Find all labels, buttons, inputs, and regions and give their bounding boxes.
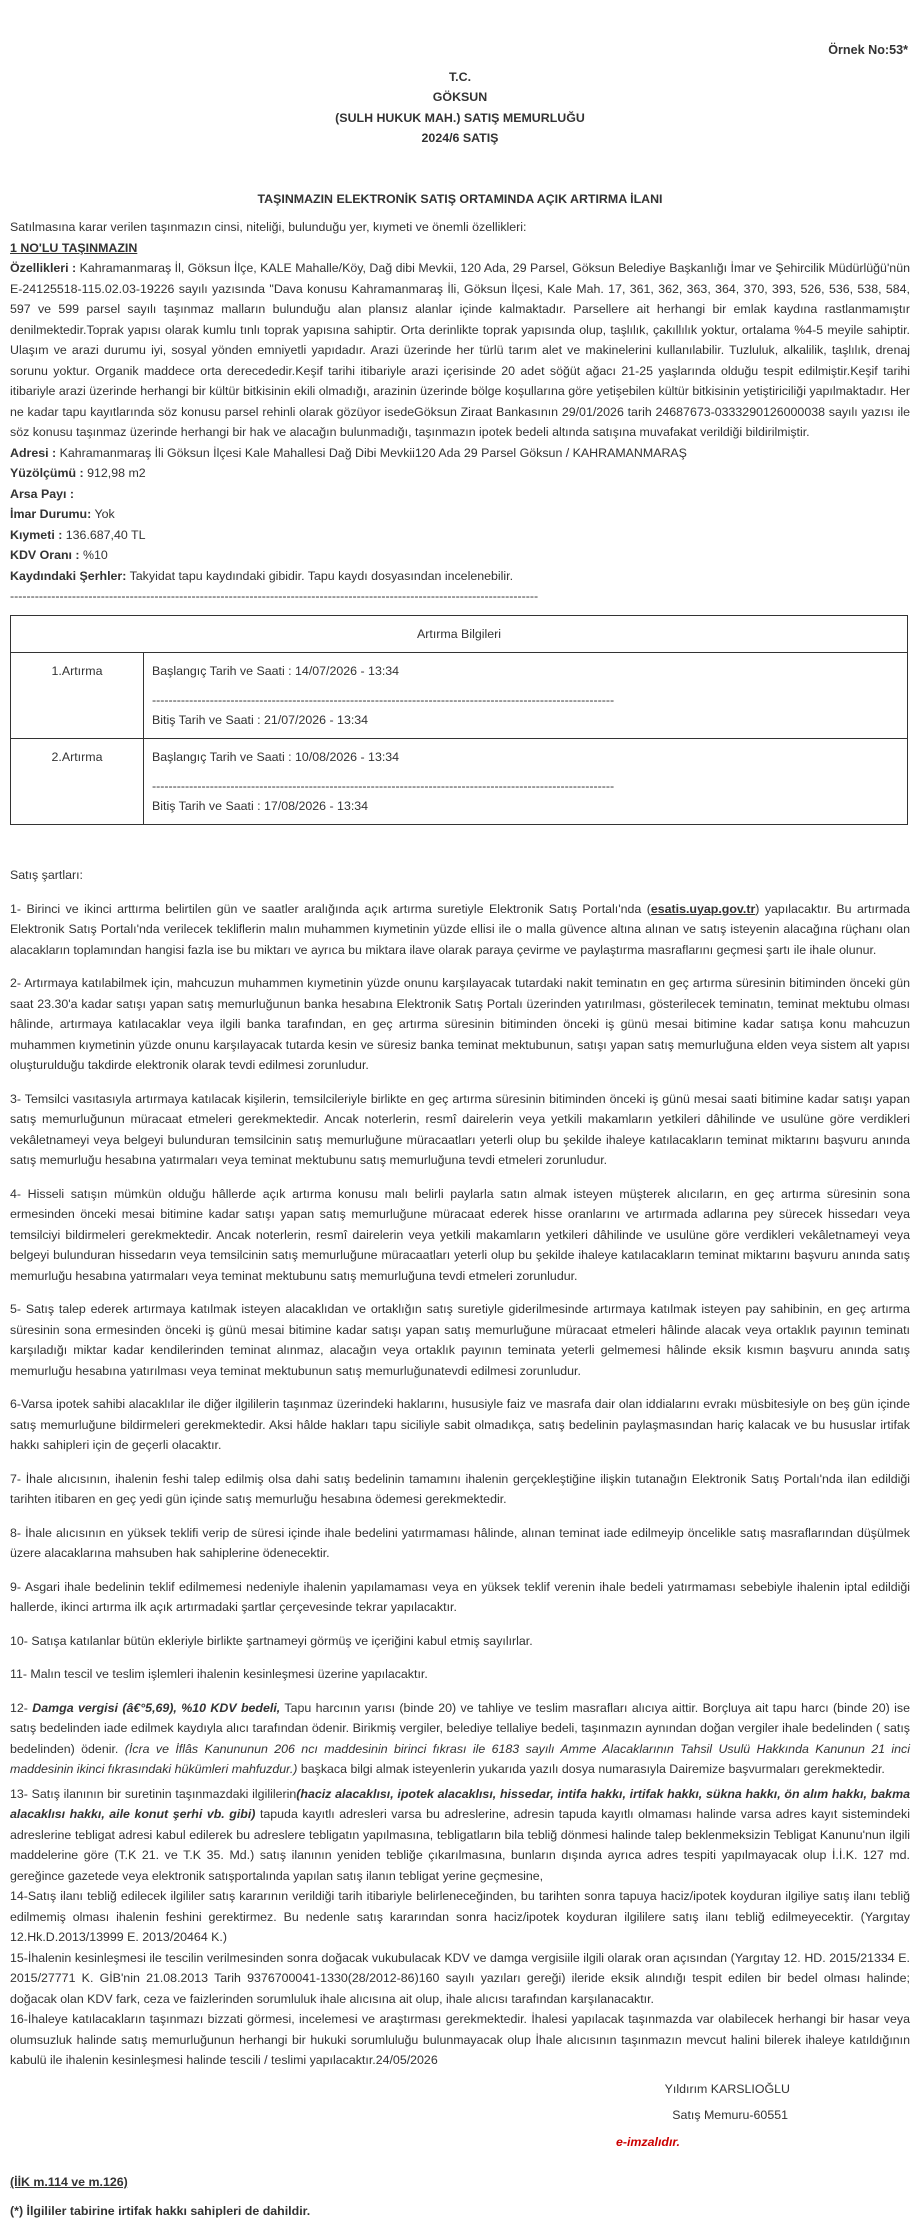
property-land-share — [10, 484, 910, 505]
area-label: Yüzölçümü : — [10, 466, 84, 480]
property-address — [10, 443, 910, 464]
condition-13-post: tapuda kayıtlı adresleri varsa bu adreslerine, adresin tapuda kayıtlı olmaması halinde varsa adres kayıt sistemindeki adreslerine tebligat adresi kabul edilerek bu adreslere tebligatın yapılmasına, tebligatların bila tebliğ dönmesi halinde talep beklenmeksizin Tebligat Kanunu'nun ilgili maddelerine göre (T.K 21. ve T.K 35. Md.) satış ilanının yeniden tebliğe çıkarılmasına, bunların dışında ayrıca adres tespiti yapılmayacak olup İ.İ.K. 127 md. gereğince gazetede veya elektronik satışportalında yapılan satış ilanın tebligat yerine geçmesine, — [10, 1807, 910, 1883]
end-datetime — [152, 710, 899, 731]
end-label: Bitiş Tarih ve Saati : — [152, 798, 265, 813]
zoning-label: İmar Durumu: — [10, 507, 92, 521]
property-vat — [10, 545, 910, 566]
features-text: Kahramanmaraş İl, Göksun İlçe, KALE Mahalle/Köy, Dağ dibi Mevkii, 120 Ada, 29 Parsel, Göksun Belediye Başkanlığı İmar ve Şehircilik Müdürlüğü'nün E-24125518-115.02.03-19226 sayılı yazısında "Dava konusu Kahramanmaraş İli, Göksun İlçesi, Kale Mah. 17, 361, 362, 363, 364, 370, 393, 526, 536, 538, 584, 597 ve 599 parsel sayılı taşınmaz malların bulunduğu alan plansız alanlar içinde kalmaktadır. Parsellere ait herhangi bir emlak kaydına rastlanmamıştır denilmektedir.Toprak yapısı olarak kumlu tınlı toprak yapısına sahiptir. Orta derinlikte toprak yapısında olup, taşlılık, çakıllılık yoktur, ortalama %4-5 meyile sahiptir. Ulaşım ve arazi durumu iyi, sosyal yönden emniyetli yapıdadır. Arazi üzerinde her türlü tarım alet ve makinelerini kullanılabilir. Tuzluluk, alkalilik, taşlılık, drenaj sorunu yoktur. Organik maddece orta derecededir.Keşif tarihi itibariyle arazi içerisinde 20 adet söğüt ağacı 21-25 yaşlarında olduğu tespit edilmiştir.Keşif tarihi itibariyle arazi üzerinde herhangi bir kültür bitkisinin ekili olmadığı, arazinin üzerinde bölge koşullarına göre yetişebilen kültür bitkisinin yetiştiriciliği yapılmaktadır. Her ne kadar tapu kayıtlarında söz konusu parsel rehinli olarak gözüyor isedeGöksun Ziraat Bankasının 29/01/2026 tarih 24687673-0333290126000038 sayılı yazısı ile söz konusu taşınmaz üzerinde herhangi bir hak ve alacağın bulunmadığı, taşınmazın ipotek bedeli altında satışına muvafakat verildiği bildirilmiştir. — [10, 261, 910, 439]
condition-12-mid: Tapu harcının yarısı (binde 20) ve tahliye ve teslim masrafları alıcıya aittir. Borçluya ait tapu harcı (binde 20) ise satış bedelinden iade edilmek kaydıyla alıcı tarafından ödenir. Birikmiş vergiler, belediye tellaliye bedeli, taşınmazın aynından doğan vergiler ihale bedelinden ( satış bedelinden) ödenir. — [10, 1700, 910, 1756]
condition-1 — [10, 899, 910, 961]
property-section — [10, 238, 910, 607]
condition-12 — [10, 1698, 910, 1780]
table-row — [11, 739, 908, 825]
start-label: Başlangıç Tarih ve Saati : — [152, 750, 296, 764]
section-separator: -------------------------------------------------------------------------------------------------------------------------------- — [10, 589, 539, 603]
annotations-text: Takyidat tapu kaydındaki gibidir. Tapu kaydı dosyasından incelenebilir. — [126, 568, 514, 583]
start-value: 10/08/2026 - 13:34 — [295, 750, 400, 764]
end-value: 17/08/2026 - 13:34 — [264, 798, 369, 813]
zoning-value: Yok — [91, 507, 115, 521]
condition-13-pre: 13- Satış ilanının bir suretinin taşınmazdaki ilgililerin — [10, 1786, 297, 1801]
condition-7: 7- İhale alıcısının, ihalenin feshi talep edilmiş olsa dahi satış bedelinin tamamını ihalenin gerçekleştiğine ilişkin tutanağın Elektronik Satış Portalı'nda ilan edildiği tarihten itibaren en geç yedi gün içinde satış memurluğu hesabına ödemesi gerekmektedir. — [10, 1471, 910, 1506]
value-amount: 136.687,40 TL — [62, 527, 146, 542]
auction-round-dates — [144, 653, 908, 739]
property-area — [10, 463, 910, 484]
condition-13-parties: (haciz alacaklısı, ipotek alacaklısı, hissedar, intifa hakkı, irtifak hakkı, sükna hakkı, ön alım hakkı, bakma alacaklısı hakkı, aile konut şerhi vb. gibi) — [10, 1786, 910, 1821]
start-datetime — [152, 747, 899, 768]
condition-4: 4- Hisseli satışın mümkün olduğu hâllerde açık artırma konusu malı belirli paylarla satın almak isteyen müşterek alıcıların, en geç artırma süresinin sona ermesinden önceki mesai bitimine kadar satışı yapan satış memurluğune müracaat ederek hisse oranlarını ve artırmada adlarına pey sürecek hissedarı veya temsilciyi bildirmeleri gerekmektedir. Ancak noterlerin, resmî dairelerin veya yetkili makamların yetkileri dâhilinde ve usulüne göre verdikleri vekâletnameyi veya belgeyi bulunduran hissedarın veya temsilcinin satış memurluğune müracaatları yeterli olup bu şekilde ihaleye katılacakların teminat miktarını başvuru anında satış memurluğu hesabına yatırmaları veya teminat mektubunu satış memurluğuna tevdi etmeleri zorunludur. — [10, 1186, 910, 1283]
condition-11: 11- Malın tescil ve teslim işlemleri ihalenin kesinleşmesi üzerine yapılacaktır. — [10, 1667, 428, 1681]
condition-1-pre: 1- Birinci ve ikinci arttırma belirtilen gün ve saatler aralığında açık artırma suretiyle Elektronik Satış Portalı'nda ( — [10, 901, 651, 916]
auction-round-dates — [144, 739, 908, 825]
signature-block — [10, 2079, 910, 2153]
condition-12-post: başkaca bilgi almak isteyenlerin yukarıda yazılı dosya numarasıyla Dairemize başvurmaları gerekmektedir. — [297, 1762, 885, 1776]
e-signature-note: e-imzalıdır. — [615, 2134, 680, 2149]
property-annotations — [10, 566, 910, 587]
land-share-label: Arsa Payı : — [10, 486, 75, 501]
vat-label: KDV Oranı : — [10, 548, 80, 562]
condition-8: 8- İhale alıcısının en yüksek teklifi verip de süresi içinde ihale bedelini yatırmaması hâlinde, alınan teminat iade edilmeyip öncelikle satış masraflarından düşülmek üzere alacaklarına mahsuben hak sahiplerine ödenecektir. — [10, 1525, 910, 1560]
table-row — [11, 653, 908, 739]
annotations-label: Kaydındaki Şerhler: — [10, 568, 127, 583]
header-tc: T.C. — [448, 69, 472, 84]
condition-13 — [10, 1784, 910, 1887]
sample-number: Örnek No:53* — [828, 43, 908, 57]
row-separator: ---------------------------------------------------------------------------------------------------------------- — [152, 778, 615, 793]
header-file-no: 2024/6 SATIŞ — [421, 131, 499, 145]
sale-conditions — [10, 865, 910, 2071]
area-value: 912,98 m2 — [83, 466, 146, 480]
officer-name: Yıldırım KARSLIOĞLU — [664, 2081, 790, 2096]
property-zoning — [10, 504, 910, 525]
condition-15: 15-İhalenin kesinleşmesi ile tescilin verilmesinden sonra doğacak vukubulacak KDV ve damga vergisiile ilgili olarak oran açısından (Yargıtay 12. HD. 2015/21334 E. 2015/27771 K. GİB'nin 21.08.2013 Tarih 9376700041-1330(28/2012-86)160 sayılı yazıları gereği) ileride eksik alındığı tespit edilen bir bedel olması halinde; doğacak olan KDV fark, ceza ve faizlerinden sorumluluk ihale alıcısına ait olup, ihale alıcısı tarafından karşılanacaktır. — [10, 1950, 910, 2006]
esatis-portal-link[interactable]: esatis.uyap.gov.tr — [650, 901, 756, 916]
header-city: GÖKSUN — [432, 90, 488, 104]
notice-title: TAŞINMAZIN ELEKTRONİK SATIŞ ORTAMINDA AÇIK ARTIRMA İLANI — [257, 191, 663, 206]
condition-14: 14-Satış ilanı tebliğ edilecek ilgililer satış kararının verildiği tarih itibariyle belirleneceğinden, bu tarihten sonra tapuya haciz/ipotek koyduran ilgiliye satış ilanı tebliğ edilmemiş olması ihalenin feshini gerektirmez. Bu nedenle satış kararından sonra haciz/ipotek koyduran ilgililere satış ilanı tebliğ edilmeyecektir. (Yargıtay 12.Hk.D.2013/13999 E. 2013/20464 K.) — [10, 1889, 910, 1944]
condition-6: 6-Varsa ipotek sahibi alacaklılar ile diğer ilgililerin taşınmaz üzerindeki haklarını, hususiyle faiz ve masrafa dair olan iddialarını evrakı müsbitesiyle on beş gün içinde satış memurluğune bildirmeleri gerekmektedir. Aksi hâlde hakları tapu siciliyle sabit olmadıkça, satış bedelinin paylaşmasından hariç kalacak ve bu hususlar irtifak hakkı sahipleri için de geçerli olacaktır. — [10, 1397, 910, 1452]
end-label: Bitiş Tarih ve Saati : — [152, 712, 265, 727]
auction-round-label: 2.Artırma — [11, 739, 144, 825]
condition-2: 2- Artırmaya katılabilmek için, mahcuzun muhammen kıymetinin yüzde onunu karşılayacak tutardaki nakit teminatın en geç artırma süresinin bitiminden önceki gün saat 23.30'a kadar satışı yapan satış memurluğunun banka hesabına Elektronik Satış Portalı üzerinden yatırılması, gösterilecek teminatın, teminat mektubu olması hâlinde, artırmaya katılacaklar veya ilgili banka tarafından, en geç artırma süresinin bitiminden önceki iş günü mesai bitimine kadar satışa konu mahcuzun muhammen kıymetinin yüzde onunu karşılayacak tutarda kesin ve süresiz banka teminat mektubunun, satışı yapan satış memurluğuna elden veya sistem alt yapısı oluşturulduğu takdirde elektronik olarak tevdi edilmesi zorunludur. — [10, 976, 910, 1072]
auction-table-title: Artırma Bilgileri — [11, 615, 908, 653]
address-label: Adresi : — [10, 445, 57, 460]
condition-1-post: ) yapılacaktır. Bu artırmada Elektronik Satış Portalı'nda verilecek tekliflerin malın muhammen kıymetinin yüzde ellisi ile o malla güvence altına alınan ve satış isteyenin alacağına rüçhanı olan alacakların toplamından hangisi fazla ise bu miktarı ve ayrıca bu miktara ilave olarak paraya çevirme ve paylaştırma masraflarını geçmesi şartı ile ihale olunur. — [10, 901, 910, 957]
condition-10: 10- Satışa katılanlar bütün ekleriyle birlikte şartnameyi görmüş ve içeriğini kabul etmiş sayılırlar. — [10, 1633, 533, 1648]
vat-value: %10 — [79, 548, 108, 562]
features-label: Özellikleri : — [10, 261, 77, 275]
office-header — [10, 67, 910, 149]
end-value: 21/07/2026 - 13:34 — [264, 712, 369, 727]
auction-info-table — [10, 615, 908, 826]
condition-12-tax: Damga vergisi (â€°5,69), %10 KDV bedeli, — [32, 1700, 281, 1715]
start-datetime — [152, 661, 899, 682]
footnote: (*) İlgililer tabirine irtifak hakkı sahipleri de dahildir. — [10, 2203, 311, 2218]
address-text: Kahramanmaraş İli Göksun İlçesi Kale Mahallesi Dağ Dibi Mevkii120 Ada 29 Parsel Göksun / KAHRAMANMARAŞ — [56, 445, 687, 460]
start-label: Başlangıç Tarih ve Saati : — [152, 664, 296, 678]
property-value — [10, 525, 910, 546]
condition-12-law: (İcra ve İflâs Kanununun 206 ncı maddesinin birinci fıkrası ile 6183 sayılı Amme Alacaklarının Tahsil Usulü Hakkında Kanunun 21 inci maddesinin ikinci fıkrasındaki hükümleri mahfuzdur.) — [10, 1741, 910, 1776]
property-heading: 1 NO'LU TAŞINMAZIN — [10, 240, 138, 255]
end-datetime — [152, 796, 899, 817]
header-office: (SULH HUKUK MAH.) SATIŞ MEMURLUĞU — [335, 110, 585, 125]
row-separator: ---------------------------------------------------------------------------------------------------------------- — [152, 692, 615, 707]
condition-16: 16-İhaleye katılacakların taşınmazı bizzati görmesi, incelemesi ve araştırması gerekmektedir. İhalesi yapılacak taşınmazda var olabilecek herhangi bir hasar veya olumsuzluk halinde satış memurluğunun herhangi bir hukuki sorumluluğu bulunmayacak olup İhale alıcısının taşınmazın mevcut halini bilerek ihaleye katıldığının kabulü ile ihalenin kesinleşmesi halinde tescili / teslimi yapılacaktır.24/05/2026 — [10, 2012, 910, 2067]
condition-5: 5- Satış talep ederek artırmaya katılmak isteyen alacaklıdan ve ortaklığın satış suretiyle giderilmesinde artırmaya katılmak isteyen pay sahibinin, en geç artırma süresinin sona ermesinden önceki iş günü mesai bitimine kadar satışı yapan satış memurluğune müracaat etmeleri hâlinde alacak veya ortaklık payının teminatı karşıladığı miktar kadar kendilerinden teminat alınmaz, alacağın veya ortaklık payının teminata yeterli gelmemesi hâlinde eksik kısmın başvuru anında satış memurluğu hesabına yatırılması veya teminat mektubunun satış memurluğunatevdi edilmesi zorunludur. — [10, 1302, 910, 1378]
condition-9: 9- Asgari ihale bedelinin teklif edilmemesi nedeniyle ihalenin yapılamaması veya en yüksek teklif verenin ihale bedeli yatırmaması sebebiyle ihalenin iptal edildiği hallerde, ikinci artırma ilk açık artırmadaki şartlar çerçevesinde tekrar yapılacaktır. — [10, 1579, 910, 1614]
property-features — [10, 258, 910, 443]
value-label: Kıymeti : — [10, 527, 63, 542]
auction-round-label: 1.Artırma — [11, 653, 144, 739]
start-value: 14/07/2026 - 13:34 — [295, 664, 400, 678]
condition-3: 3- Temsilci vasıtasıyla artırmaya katılacak kişilerin, temsilcileriyle birlikte en geç artırma süresinin bitiminden önceki iş günü mesai saati bitimine kadar satışı yapan satış memurluğunun müracaat etmeleri gerekmektedir. Ancak noterlerin, resmî dairelerin veya yetkili makamların yetkileri dâhilinde ve usulüne göre verdikleri vekâletnameyi veya belgeyi bulunduran temsilcinin satış memurluğune müracaatları yeterli olup bu şekilde ihaleye katılacakların teminat miktarını başvuru anında satış memurluğu hesabına yatırmaları veya teminat mektubunu satış memurluğuna tevdi etmeleri zorunludur. — [10, 1091, 910, 1167]
intro-text: Satılmasına karar verilen taşınmazın cinsi, niteliği, bulunduğu yer, kıymeti ve önemli özellikleri: — [10, 220, 527, 234]
conditions-heading: Satış şartları: — [10, 868, 83, 882]
condition-12-pre: 12- — [10, 1700, 33, 1715]
law-reference: (İİK m.114 ve m.126) — [10, 2175, 128, 2189]
officer-title: Satış Memuru-60551 — [672, 2108, 788, 2122]
